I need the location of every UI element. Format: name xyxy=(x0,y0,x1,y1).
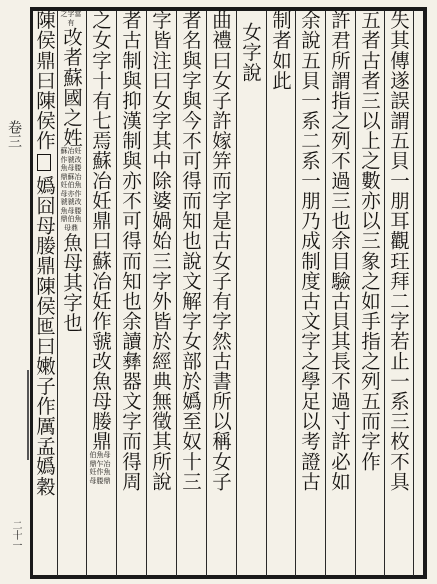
text-column-8: 者名與字與今不可得而知也說文解字女部於嬀至奴十三 xyxy=(179,10,202,492)
text-column-13 xyxy=(32,10,57,572)
column-rule xyxy=(355,11,356,576)
column-rule xyxy=(413,11,414,576)
column-rule xyxy=(295,11,296,576)
inline-annotation: 伯魚母鼎乍冶妊作魚母媵鼎 xyxy=(89,451,111,485)
section-title: 女字說 xyxy=(239,22,262,83)
text-column-3: 許君所謂指之列不過三也余目驗古貝其長不過寸許必如 xyxy=(328,10,351,492)
text-column-12-part-a: 改者蘇國之姓 xyxy=(60,27,83,148)
text-column-11 xyxy=(88,10,113,572)
scan-edge xyxy=(27,370,29,460)
margin-volume-label: 卷三 xyxy=(6,120,22,148)
column-rule xyxy=(206,11,207,576)
text-column-4: 余說五貝一系二系一朋乃成制度古文字之學足以考證古 xyxy=(298,10,321,492)
column-rule xyxy=(116,11,117,576)
text-column-10: 者古制與抑漢制與亦不可得而知也余讀彝器文字而得周 xyxy=(119,10,142,492)
column-rule xyxy=(325,11,326,576)
text-column-12-part-c: 魚母其字也 xyxy=(60,232,83,333)
missing-character-box xyxy=(37,154,51,171)
text-column-13-part-b: 嬀囧母媵鼎陳侯匜曰嫩子作厲孟嬀穀 xyxy=(33,175,56,497)
text-column-9: 字皆注曰女字其中除婆媧始三字外皆於經典無徵其所說 xyxy=(149,10,172,492)
column-rule xyxy=(86,11,87,576)
text-column-5: 制者如此 xyxy=(269,10,292,91)
inline-annotation-top: 之字當有 xyxy=(60,10,82,27)
text-column-11-main: 之女字十有七焉蘇冶妊鼎曰蘇冶妊作虢改魚母媵鼎 xyxy=(89,10,112,452)
text-column-2: 五者古者三以上之數亦以三象之如手指之列五而字作 xyxy=(358,10,381,472)
margin-page-number: 二十一 xyxy=(10,520,21,550)
column-rule xyxy=(266,11,267,576)
column-rule xyxy=(176,11,177,576)
text-column-12 xyxy=(59,10,84,572)
column-rule xyxy=(384,11,385,576)
text-column-7: 曲禮曰女子許嫁笄而字是古女子有字然古書所以稱女子 xyxy=(209,10,232,492)
column-rule xyxy=(236,11,237,576)
column-rule xyxy=(57,11,58,576)
inline-annotation: 蘇冶妊作虢改魚母媵鼎蘇冶妊伯魚母亦作虢虢改魚母媵鼎伯魚母鼎 xyxy=(60,147,82,232)
text-column-13-part-a: 陳侯鼎曰陳侯作 xyxy=(33,10,56,151)
column-rule xyxy=(146,11,147,576)
text-column-1: 失其傳遂誤謂五貝一朋耳觀玨拜二字若止一系三枚不具 xyxy=(387,10,410,492)
